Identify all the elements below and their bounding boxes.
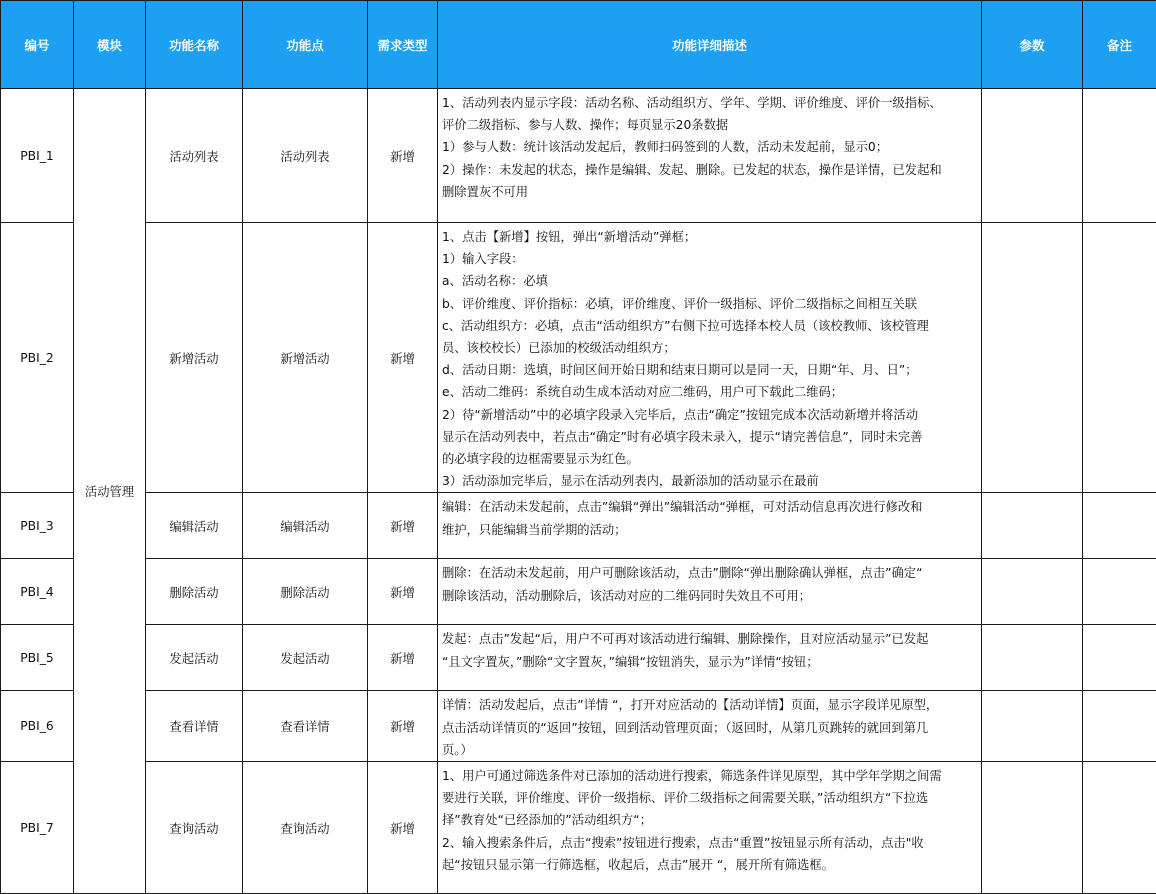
detail-line: 点击活动详情页的“返回”按钮，回到活动管理页面；（返回时，从第几页跳转的就回到第几: [442, 717, 977, 739]
table-row: [1, 559, 1156, 625]
row-func-point: 活动列表: [243, 89, 368, 223]
detail-line: “且文字置灰，”删除“文字置灰，”编辑“按钮消失，显示为”详情“按钮；: [442, 651, 977, 673]
detail-line: 2）操作：未发起的状态，操作是编辑、发起、删除。已发起的状态，操作是详情，已发起和: [442, 159, 977, 181]
detail-line: 要进行关联，评价维度、评价一级指标、评价二级指标之间需要关联，”活动组织方“下拉选: [442, 787, 977, 809]
table-row: [1, 493, 1156, 559]
table-row: [1, 762, 1156, 894]
row-id: PBI_1: [1, 89, 74, 223]
table-body: [1, 89, 1156, 894]
row-id: PBI_4: [1, 559, 74, 625]
row-func-name: 新增活动: [146, 223, 243, 493]
detail-line: c、活动组织方：必填，点击“活动组织方”右侧下拉可选择本校人员（该校教师、该校管理: [442, 315, 977, 337]
detail-line: 1）参与人数：统计该活动发起后，教师扫码签到的人数，活动未发起前，显示0；: [442, 136, 977, 158]
detail-line: 2、输入搜索条件后，点击“搜索”按钮进行搜索，点击“重置”按钮显示所有活动，点击"收: [442, 832, 977, 854]
detail-line: 3）活动添加完毕后，显示在活动列表内，最新添加的活动显示在最前: [442, 470, 977, 492]
row-id: PBI_3: [1, 493, 74, 559]
row-func-point: 查看详情: [243, 691, 368, 762]
detail-line: 的必填字段的边框需要显示为红色。: [442, 448, 977, 470]
detail-line: 页。）: [442, 739, 977, 761]
row-remark: [1083, 691, 1156, 762]
detail-line: d、活动日期：选填，时间区间开始日期和结束日期可以是同一天，日期“年、月、日”；: [442, 359, 977, 381]
row-params: [982, 559, 1083, 625]
table-row: [1, 223, 1156, 493]
row-params: [982, 223, 1083, 493]
header-module: 模块: [74, 1, 146, 89]
row-detail: [438, 762, 982, 894]
row-detail: [438, 493, 982, 559]
row-params: [982, 625, 1083, 691]
detail-line: 1、活动列表内显示字段：活动名称、活动组织方、学年、学期、评价维度、评价一级指标、: [442, 92, 977, 114]
detail-line: 删除：在活动未发起前，用户可删除该活动，点击”删除“弹出删除确认弹框，点击”确定“: [442, 562, 977, 584]
header-func-point: 功能点: [243, 1, 368, 89]
row-req-type: 新增: [368, 625, 438, 691]
row-detail: [438, 89, 982, 223]
detail-line: 显示在活动列表中，若点击“确定”时有必填字段未录入，提示“请完善信息”，同时未完善: [442, 426, 977, 448]
detail-line: 2）待“新增活动”中的必填字段录入完毕后，点击“确定”按钮完成本次活动新增并将活动: [442, 404, 977, 426]
row-detail: [438, 691, 982, 762]
row-params: [982, 762, 1083, 894]
detail-line: 编辑：在活动未发起前，点击”编辑“弹出”编辑活动“弹框，可对活动信息再次进行修改和: [442, 496, 977, 518]
row-func-point: 发起活动: [243, 625, 368, 691]
row-func-point: 编辑活动: [243, 493, 368, 559]
table-row: [1, 691, 1156, 762]
detail-line: 删除该活动，活动删除后，该活动对应的二维码同时失效且不可用；: [442, 585, 977, 607]
header-row: [1, 1, 1156, 89]
detail-line: b、评价维度、评价指标：必填，评价维度、评价一级指标、评价二级指标之间相互关联: [442, 293, 977, 315]
row-func-name: 查询活动: [146, 762, 243, 894]
header-req-type: 需求类型: [368, 1, 438, 89]
row-func-name: 删除活动: [146, 559, 243, 625]
row-req-type: 新增: [368, 762, 438, 894]
row-req-type: 新增: [368, 223, 438, 493]
row-func-name: 活动列表: [146, 89, 243, 223]
row-func-point: 查询活动: [243, 762, 368, 894]
detail-line: 详情：活动发起后，点击”详情 “，打开对应活动的【活动详情】页面，显示字段详见原型，: [442, 694, 977, 716]
row-remark: [1083, 493, 1156, 559]
row-detail: [438, 559, 982, 625]
row-req-type: 新增: [368, 493, 438, 559]
row-params: [982, 89, 1083, 223]
detail-line: 起“按钮只显示第一行筛选框，收起后，点击”展开 “，展开所有筛选框。: [442, 854, 977, 876]
header-remark: 备注: [1083, 1, 1156, 89]
module-cell: 活动管理: [74, 89, 146, 894]
row-id: PBI_5: [1, 625, 74, 691]
header-id: 编号: [1, 1, 74, 89]
row-req-type: 新增: [368, 89, 438, 223]
row-func-point: 新增活动: [243, 223, 368, 493]
row-remark: [1083, 559, 1156, 625]
row-detail: [438, 223, 982, 493]
detail-line: 删除置灰不可用: [442, 181, 977, 203]
row-remark: [1083, 762, 1156, 894]
row-func-name: 发起活动: [146, 625, 243, 691]
row-req-type: 新增: [368, 691, 438, 762]
row-func-point: 删除活动: [243, 559, 368, 625]
detail-line: 发起：点击”发起“后，用户不可再对该活动进行编辑、删除操作，且对应活动显示”已发起: [442, 628, 977, 650]
row-params: [982, 691, 1083, 762]
detail-line: a、活动名称：必填: [442, 270, 977, 292]
detail-line: 1、用户可通过筛选条件对已添加的活动进行搜索，筛选条件详见原型，其中学年学期之间需: [442, 765, 977, 787]
detail-line: 员、该校校长）已添加的校级活动组织方；: [442, 337, 977, 359]
detail-line: e、活动二维码：系统自动生成本活动对应二维码，用户可下载此二维码；: [442, 381, 977, 403]
row-remark: [1083, 625, 1156, 691]
table-row: [1, 89, 1156, 223]
table-row: [1, 625, 1156, 691]
row-remark: [1083, 223, 1156, 493]
row-req-type: 新增: [368, 559, 438, 625]
detail-line: 1）输入字段：: [442, 248, 977, 270]
row-func-name: 查看详情: [146, 691, 243, 762]
header-func-name: 功能名称: [146, 1, 243, 89]
row-detail: [438, 625, 982, 691]
row-id: PBI_2: [1, 223, 74, 493]
header-detail: 功能详细描述: [438, 1, 982, 89]
detail-line: 1、点击【新增】按钮，弹出“新增活动”弹框；: [442, 226, 977, 248]
header-params: 参数: [982, 1, 1083, 89]
detail-line: 维护，只能编辑当前学期的活动；: [442, 519, 977, 541]
row-remark: [1083, 89, 1156, 223]
row-func-name: 编辑活动: [146, 493, 243, 559]
detail-line: 择”教育处“已经添加的”活动组织方“；: [442, 809, 977, 831]
row-id: PBI_6: [1, 691, 74, 762]
row-id: PBI_7: [1, 762, 74, 894]
detail-line: 评价二级指标、参与人数、操作；每页显示20条数据: [442, 114, 977, 136]
row-params: [982, 493, 1083, 559]
